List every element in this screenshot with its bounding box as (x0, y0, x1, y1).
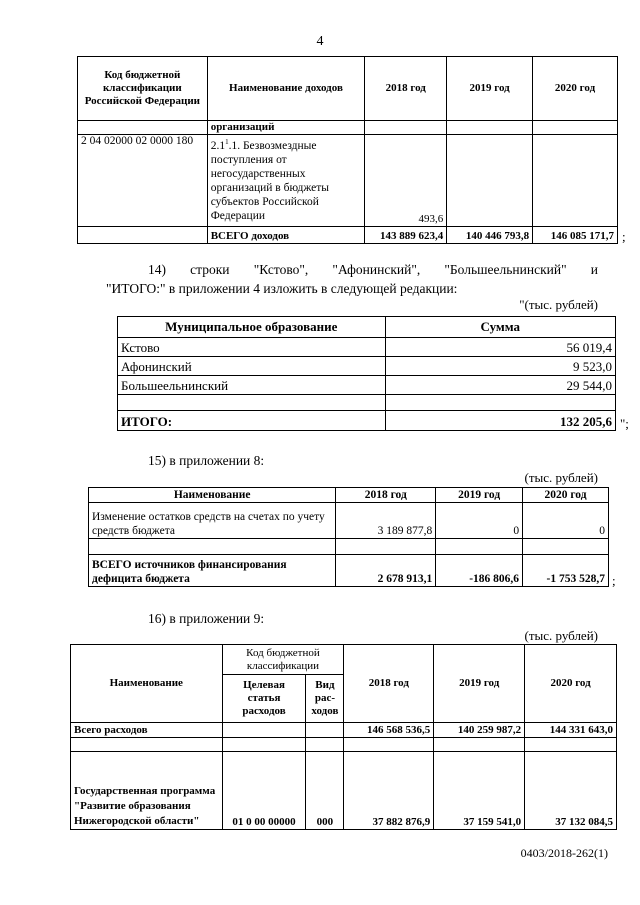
para16-text: 16) в приложении 9: (148, 611, 265, 626)
page-number: 4 (316, 34, 324, 49)
sources-row-2019: 0 (436, 503, 523, 539)
header-expense-type: Вид рас-ходов (306, 675, 344, 723)
header-income-name: Наименование доходов (207, 57, 365, 121)
para14-line2: "ИТОГО:" в приложении 4 изложить в следующей редакции: (106, 281, 458, 296)
sources-total-name: ВСЕГО источников финансирования дефицита бюджета (89, 555, 336, 587)
header-sources-2020: 2020 год (523, 488, 609, 503)
sources-total-2019: -186 806,6 (436, 555, 523, 587)
table3-trailing: ; (612, 573, 616, 588)
total-income-2019: 140 446 793,8 (447, 227, 533, 244)
sources-total-2020: -1 753 528,7 (523, 555, 609, 587)
header-expense-name: Наименование (71, 645, 223, 723)
item-2018: 493,6 (365, 135, 447, 227)
income-table (77, 56, 618, 244)
header-expense-2018: 2018 год (344, 645, 434, 723)
expenses-table (70, 644, 617, 830)
sources-total-2018: 2 678 913,1 (336, 555, 436, 587)
header-expense-2019: 2019 год (434, 645, 525, 723)
item-name: $2.1^1.1$. Безвозмездные поступления от негосударственных организаций в бюджеты субъектов Российской Федерации (207, 135, 365, 227)
table2-trailing: "; (620, 416, 629, 431)
header-code: Код бюджетной классификации Российской Федерации (78, 57, 208, 121)
total-income-2020: 146 085 171,7 (533, 227, 618, 244)
sources-row-name: Изменение остатков средств на счетах по учету средств бюджета (89, 503, 336, 539)
para15-unit: (тыс. рублей) (524, 470, 598, 485)
expenses-total-2020: 144 331 643,0 (525, 723, 617, 738)
header-expense-2020: 2020 год (525, 645, 617, 723)
sources-row-2020: 0 (523, 503, 609, 539)
continuation-text: организаций (207, 121, 365, 135)
header-2018: 2018 год (365, 57, 447, 121)
total-income-label: ВСЕГО доходов (207, 227, 365, 244)
header-sum: Сумма (385, 317, 615, 338)
header-2019: 2019 год (447, 57, 533, 121)
municipality-name: Кстово (118, 338, 386, 357)
municipality-total-label: ИТОГО: (118, 411, 386, 431)
header-target-article: Целевая статья расходов (222, 675, 306, 723)
expenses-total-name: Всего расходов (71, 723, 223, 738)
item-2019 (447, 135, 533, 227)
header-2020: 2020 год (533, 57, 618, 121)
program-type: 000 (306, 752, 344, 830)
table1-trailing: ; (622, 229, 626, 244)
item-code: 2 04 02000 02 0000 180 (78, 135, 208, 227)
program-name: Государственная программа "Развитие образования Нижегородской области" (71, 752, 223, 830)
expenses-total-2018: 146 568 536,5 (344, 723, 434, 738)
para14-line1: 14) строки "Кстово", "Афонинский", "Большеельнинский" и (148, 262, 598, 277)
header-sources-2019: 2019 год (436, 488, 523, 503)
municipality-value: 9 523,0 (385, 357, 615, 376)
municipality-name: Афонинский (118, 357, 386, 376)
municipality-table (117, 316, 616, 431)
municipality-name: Большеельнинский (118, 376, 386, 395)
program-2019: 37 159 541,0 (434, 752, 525, 830)
total-income-2018: 143 889 623,4 (365, 227, 447, 244)
para14-unit: "(тыс. рублей) (519, 297, 598, 312)
header-sources-name: Наименование (89, 488, 336, 503)
sources-table (88, 487, 609, 587)
program-2018: 37 882 876,9 (344, 752, 434, 830)
program-2020: 37 132 084,5 (525, 752, 617, 830)
para15-text: 15) в приложении 8: (148, 453, 265, 468)
para16-unit: (тыс. рублей) (524, 628, 598, 643)
municipality-value: 29 544,0 (385, 376, 615, 395)
footer-code: 0403/2018-262(1) (520, 846, 608, 860)
municipality-value: 56 019,4 (385, 338, 615, 357)
item-2020 (533, 135, 618, 227)
sources-row-2018: 3 189 877,8 (336, 503, 436, 539)
header-sources-2018: 2018 год (336, 488, 436, 503)
municipality-total-value: 132 205,6 (385, 411, 615, 431)
expenses-total-2019: 140 259 987,2 (434, 723, 525, 738)
header-municipality: Муниципальное образование (118, 317, 386, 338)
header-code-group: Код бюджетной классификации (222, 645, 344, 675)
program-target: 01 0 00 00000 (222, 752, 306, 830)
